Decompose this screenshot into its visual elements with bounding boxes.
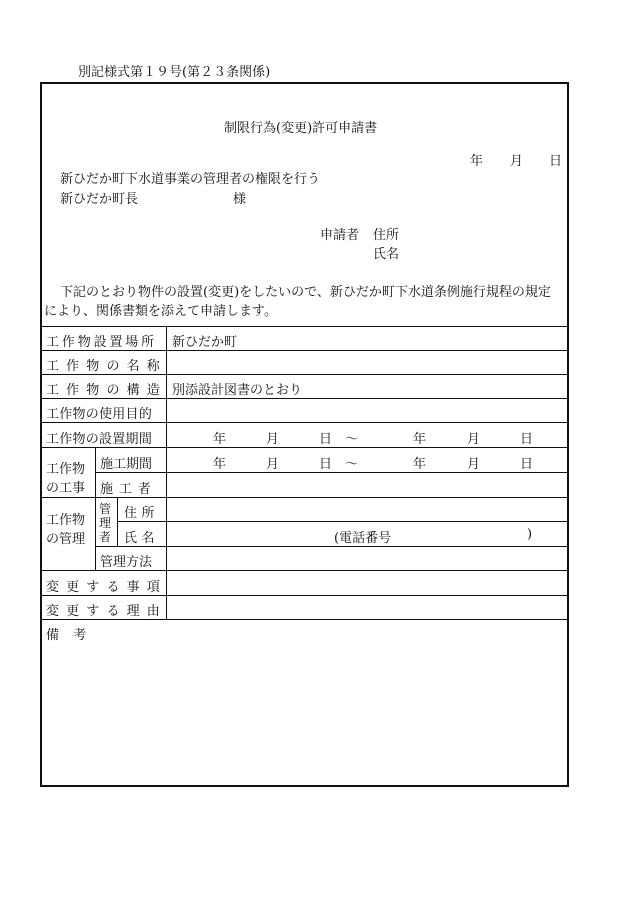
construction-month1: 月 — [266, 457, 280, 472]
construction-period-label: 施工期間 — [100, 457, 153, 472]
location-label: 工作物設置場所 — [46, 335, 158, 350]
purpose-label: 工作物の使用目的 — [46, 407, 153, 422]
manager-char-2: 理 — [99, 516, 112, 530]
date-year: 年 — [470, 154, 484, 169]
applicant-name-label: 氏名 — [373, 247, 400, 262]
period-month2: 月 — [467, 432, 481, 447]
manager-address-label: 住所 — [124, 506, 160, 521]
contractor-label: 施工者 — [100, 482, 157, 497]
date-day: 日 — [549, 154, 563, 169]
construction-day1: 日 — [319, 457, 333, 472]
applicant-label: 申請者 — [320, 228, 360, 243]
construction-group-line1: 工作物 — [46, 462, 86, 477]
construction-tilde: ～ — [345, 457, 359, 472]
construction-year2: 年 — [413, 457, 427, 472]
applicant-address-label: 住所 — [373, 228, 400, 243]
manager-name-label: 氏名 — [124, 531, 160, 546]
construction-day2: 日 — [520, 457, 534, 472]
phone-close: ) — [527, 527, 533, 542]
construction-year1: 年 — [213, 457, 227, 472]
management-group-line1: 工作物 — [46, 513, 86, 528]
change-reason-label: 変更する理由 — [46, 604, 167, 619]
method-label: 管理方法 — [100, 555, 153, 570]
structure-label: 工作物の構造 — [46, 383, 167, 398]
manager-char-3: 者 — [99, 530, 112, 544]
location-value: 新ひだか町 — [172, 335, 238, 350]
construction-group-line2: の工事 — [46, 481, 86, 496]
management-group-line2: の管理 — [46, 532, 86, 547]
manager-char-1: 管 — [99, 502, 112, 516]
period-month1: 月 — [266, 432, 280, 447]
structure-value: 別添設計図書のとおり — [172, 383, 303, 398]
period-tilde: ～ — [345, 432, 359, 447]
change-items-label: 変更する事項 — [46, 580, 167, 595]
addressee-honorific: 様 — [233, 192, 247, 207]
intro-line2: により、関係書類を添えて申請します。 — [44, 304, 277, 319]
addressee-line2: 新ひだか町長 — [60, 192, 139, 207]
addressee-line1: 新ひだか町下水道事業の管理者の権限を行う — [60, 172, 321, 187]
form-id: 別記様式第１９号(第２３条関係) — [78, 65, 271, 80]
name-label: 工作物の名称 — [46, 359, 167, 374]
period-label: 工作物の設置期間 — [46, 432, 153, 447]
period-year1: 年 — [213, 432, 227, 447]
construction-month2: 月 — [467, 457, 481, 472]
period-day1: 日 — [319, 432, 333, 447]
phone-label: (電話番号 — [334, 531, 392, 546]
intro-line1: 下記のとおり物件の設置(変更)をしたいので、新ひだか町下水道条例施行規程の規定 — [60, 285, 551, 300]
form-title: 制限行為(変更)許可申請書 — [224, 121, 378, 136]
date-month: 月 — [510, 154, 524, 169]
remarks-label: 備考 — [46, 628, 101, 643]
period-day2: 日 — [520, 432, 534, 447]
period-year2: 年 — [413, 432, 427, 447]
